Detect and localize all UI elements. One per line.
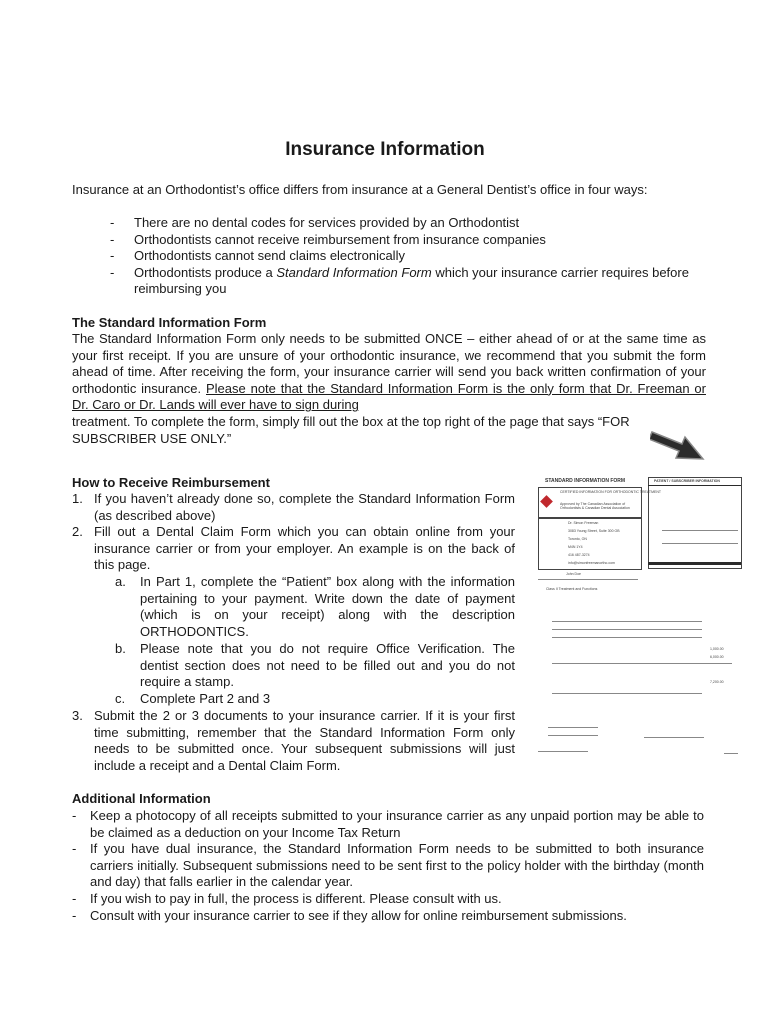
additional-list: [72, 808, 706, 924]
list-item: - Keep a photocopy of all receipts submitted to your insurance carrier as any unpaid portion may be able to be claimed as a deduction on your Income Tax Return: [72, 808, 704, 840]
standard-form-image: STANDARD INFORMATION FORM PATIENT / SUBSCRIBER INFORMATION CERTIFIED INFORMATION FOR ORTHODONTIC TREATMENT Approved by The Canadian Association of Orthodontists & Canadian Dental Association Dr. Simon Freeman 3083 Young Street, Suite 300 OB Toronto, ON M4N 1Y4 416 487-3274 info@simonfreemanortho.com John Doe Class II Treatment and Functions 1,000.00 6,000.00 7,200.00: [538, 475, 742, 767]
subscriber-box-label: PATIENT / SUBSCRIBER INFORMATION: [654, 479, 720, 483]
list-item: - There are no dental codes for services provided by an Orthodontist: [110, 215, 520, 230]
reimburse-step-1: 1. If you haven’t already done so, complete the Standard Information Form (as described above): [72, 491, 515, 523]
difference-list: [110, 215, 710, 298]
list-item: - Orthodontists produce a Standard Information Form which your insurance carrier requires before reimbursing you: [110, 264, 689, 297]
form-header-text: CERTIFIED INFORMATION FOR ORTHODONTIC TREATMENT: [560, 490, 661, 494]
reimburse-heading: How to Receive Reimbursement: [72, 475, 270, 490]
reimburse-sub-b: b. Please note that you do not require Office Verification. The dentist section does not need to be filled out and you do not require a stamp.: [115, 641, 515, 690]
sif-text: The Standard Information Form only needs to be submitted ONCE – either ahead of or at the same time as your first receipt. If you are unsure of your orthodontic insurance, we recommend that you submit the form ahead of time. After receiving the form, your insurance carrier will send you back written confirmation of your orthodontic insurance. Please note that the Standard Information Form is the only form that Dr. Freeman or Dr. Caro or Dr. Lands will ever have to sign during: [72, 331, 706, 413]
additional-heading: Additional Information: [72, 791, 211, 806]
reimburse-step-2: 2. Fill out a Dental Claim Form which you can obtain online from your insurance carrier or from your employer. An example is on the back of this page.: [72, 524, 515, 573]
form-title: STANDARD INFORMATION FORM: [545, 478, 626, 484]
page-title: Insurance Information: [285, 139, 485, 160]
list-item: - Consult with your insurance carrier to see if they allow for online reimbursement submissions.: [72, 907, 627, 923]
sif-text-end: treatment. To complete the form, simply fill out the box at the top right of the page that says “FOR SUBSCRIBER USE ONLY.”: [72, 414, 630, 446]
form-approved: Approved by The Canadian Association of Orthodontists & Canadian Dental Association: [560, 502, 630, 510]
list-item: - If you have dual insurance, the Standard Information Form needs to be submitted to both insurance carriers initially. Subsequent submissions need to be sent first to the policy holder with the birthday (month and day) that falls earlier in the calendar year.: [72, 841, 704, 890]
intro-text: Insurance at an Orthodontist’s office differs from insurance at a General Dentist’s office in four ways:: [72, 182, 648, 197]
reimburse-sub-a: a. In Part 1, complete the “Patient” box along with the information pertaining to your payment. Write down the date of payment (which is on your receipt) along with the description ORTHODONTICS.: [115, 574, 515, 639]
list-item: - If you wish to pay in full, the process is different. Please consult with us.: [72, 890, 502, 906]
arrow-icon: [650, 420, 710, 464]
list-item: - Orthodontists cannot send claims electronically: [110, 248, 405, 264]
list-item: - Orthodontists cannot receive reimbursement from insurance companies: [110, 231, 546, 247]
reimburse-sub-c: c. Complete Part 2 and 3: [115, 691, 271, 706]
reimburse-step-3: 3. Submit the 2 or 3 documents to your insurance carrier. If it is your first time submitting, remember that the Standard Information Form only needs to be submitted once. Your subsequent submissions will just include a receipt and a Dental Claim Form.: [72, 708, 515, 773]
subscriber-box: [648, 477, 742, 569]
sif-heading: The Standard Information Form: [72, 315, 267, 330]
